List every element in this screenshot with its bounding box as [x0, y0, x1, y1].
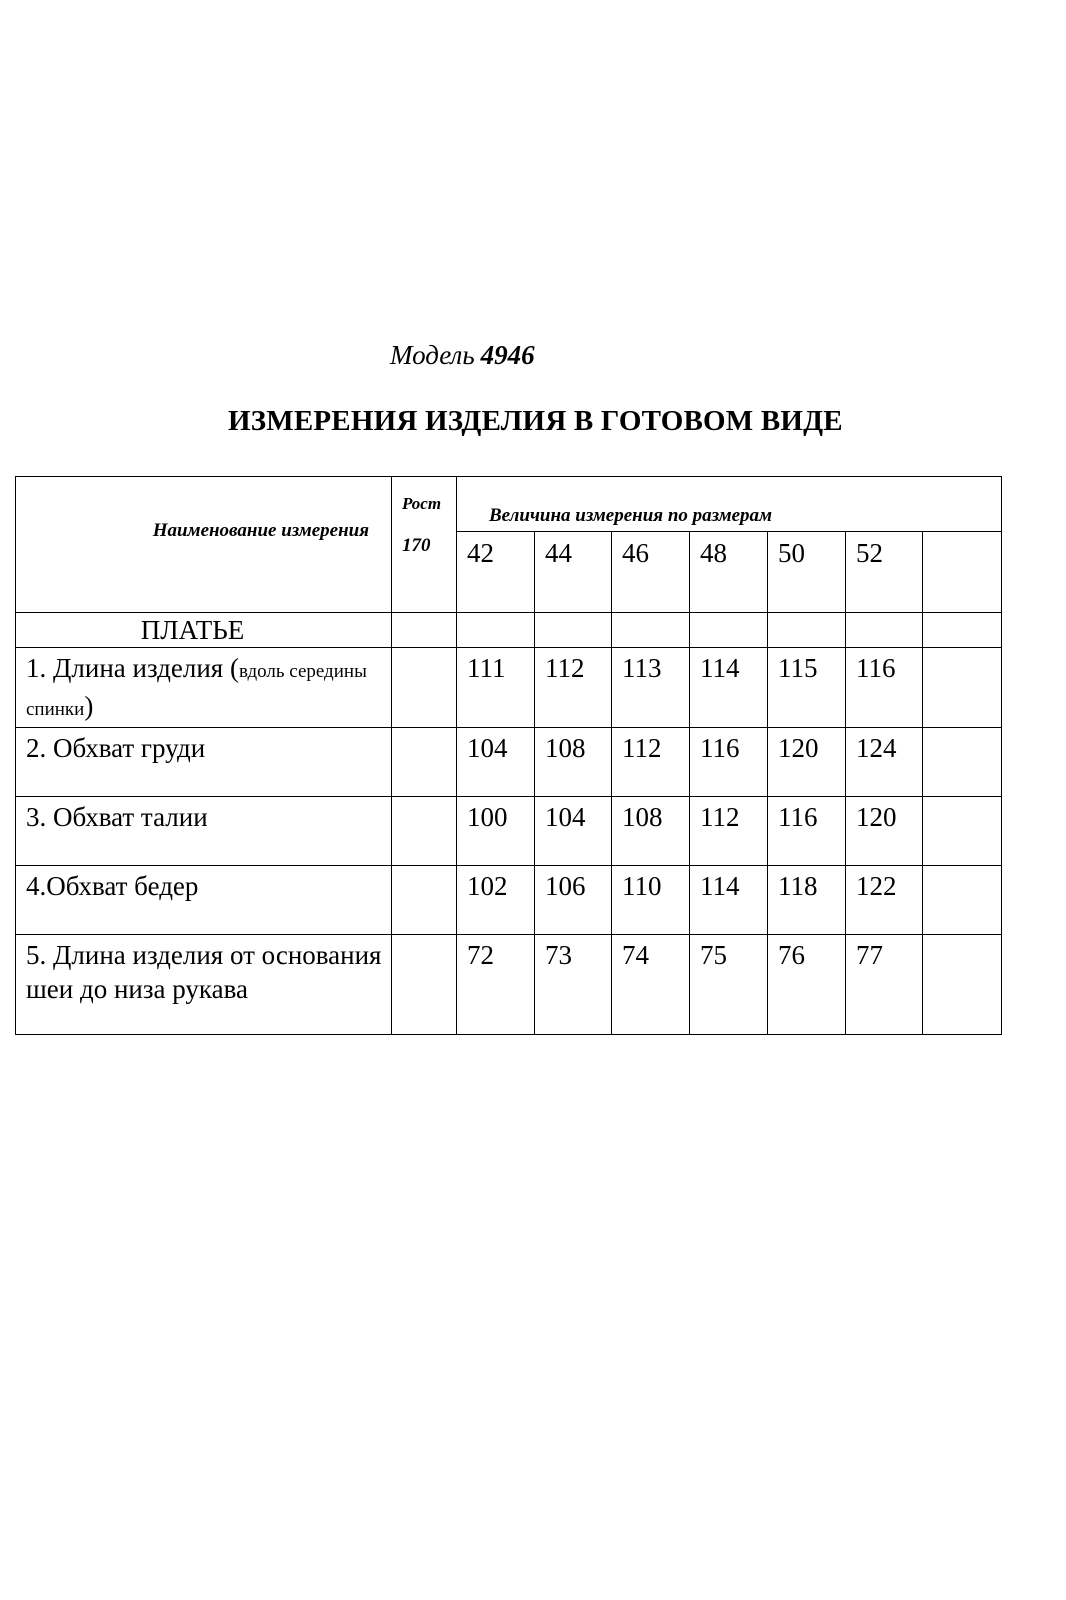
value-cell: 124	[846, 728, 923, 797]
height-cell	[392, 728, 457, 797]
model-label: Модель	[390, 340, 475, 370]
section-row	[16, 613, 1002, 648]
row-label: 3. Обхват талии	[16, 797, 392, 866]
empty-cell	[923, 613, 1002, 648]
empty-cell	[457, 613, 535, 648]
empty-cell	[768, 613, 846, 648]
header-sizes: Величина измерения по размерам	[457, 477, 1002, 532]
value-cell	[923, 728, 1002, 797]
height-cell	[392, 797, 457, 866]
value-cell: 112	[612, 728, 690, 797]
size-cell: 42	[457, 532, 535, 613]
value-cell: 77	[846, 935, 923, 1035]
row-label: 5. Длина изделия от основания шеи до низа рукава	[16, 935, 392, 1035]
size-cell: 52	[846, 532, 923, 613]
value-cell	[923, 648, 1002, 728]
height-cell	[392, 935, 457, 1035]
value-cell: 106	[535, 866, 612, 935]
empty-cell	[690, 613, 768, 648]
value-cell: 112	[690, 797, 768, 866]
size-cell: 44	[535, 532, 612, 613]
header-measurement-name: Наименование измерения	[16, 477, 392, 613]
height-cell	[392, 648, 457, 728]
value-cell: 116	[768, 797, 846, 866]
value-cell: 114	[690, 648, 768, 728]
value-cell: 100	[457, 797, 535, 866]
header-height-value: 170	[402, 535, 431, 556]
size-cell	[923, 532, 1002, 613]
value-cell: 120	[846, 797, 923, 866]
header-height-label: Рост	[402, 494, 442, 513]
size-cell: 46	[612, 532, 690, 613]
empty-cell	[846, 613, 923, 648]
value-cell: 112	[535, 648, 612, 728]
value-cell: 102	[457, 866, 535, 935]
value-cell	[923, 866, 1002, 935]
value-cell: 76	[768, 935, 846, 1035]
value-cell: 75	[690, 935, 768, 1035]
height-cell	[392, 866, 457, 935]
row-label: 2. Обхват груди	[16, 728, 392, 797]
empty-cell	[392, 613, 457, 648]
row-label: 1. Длина изделия (вдоль середины спинки)	[16, 648, 392, 728]
row-note: вдоль середины спинки	[26, 661, 367, 720]
table-row	[16, 648, 1002, 728]
value-cell: 104	[457, 728, 535, 797]
document-title: ИЗМЕРЕНИЯ ИЗДЕЛИЯ В ГОТОВОМ ВИДЕ	[228, 405, 843, 437]
value-cell: 116	[690, 728, 768, 797]
empty-cell	[612, 613, 690, 648]
value-cell: 104	[535, 797, 612, 866]
table-row	[16, 866, 1002, 935]
model-number: 4946	[480, 340, 535, 370]
size-cell: 50	[768, 532, 846, 613]
value-cell: 114	[690, 866, 768, 935]
value-cell: 110	[612, 866, 690, 935]
header-height	[392, 477, 457, 613]
row-label: 4.Обхват бедер	[16, 866, 392, 935]
value-cell: 72	[457, 935, 535, 1035]
value-cell: 74	[612, 935, 690, 1035]
value-cell: 118	[768, 866, 846, 935]
size-cell: 48	[690, 532, 768, 613]
value-cell: 108	[535, 728, 612, 797]
value-cell	[923, 797, 1002, 866]
table-header-row	[16, 477, 1002, 532]
value-cell: 111	[457, 648, 535, 728]
table-row	[16, 797, 1002, 866]
value-cell: 116	[846, 648, 923, 728]
table-row	[16, 728, 1002, 797]
value-cell: 115	[768, 648, 846, 728]
section-label: ПЛАТЬЕ	[16, 613, 392, 648]
model-line	[390, 340, 535, 371]
value-cell: 113	[612, 648, 690, 728]
value-cell	[923, 935, 1002, 1035]
value-cell: 108	[612, 797, 690, 866]
empty-cell	[535, 613, 612, 648]
value-cell: 122	[846, 866, 923, 935]
measurements-table	[15, 476, 1002, 1035]
value-cell: 120	[768, 728, 846, 797]
table-row	[16, 935, 1002, 1035]
value-cell: 73	[535, 935, 612, 1035]
